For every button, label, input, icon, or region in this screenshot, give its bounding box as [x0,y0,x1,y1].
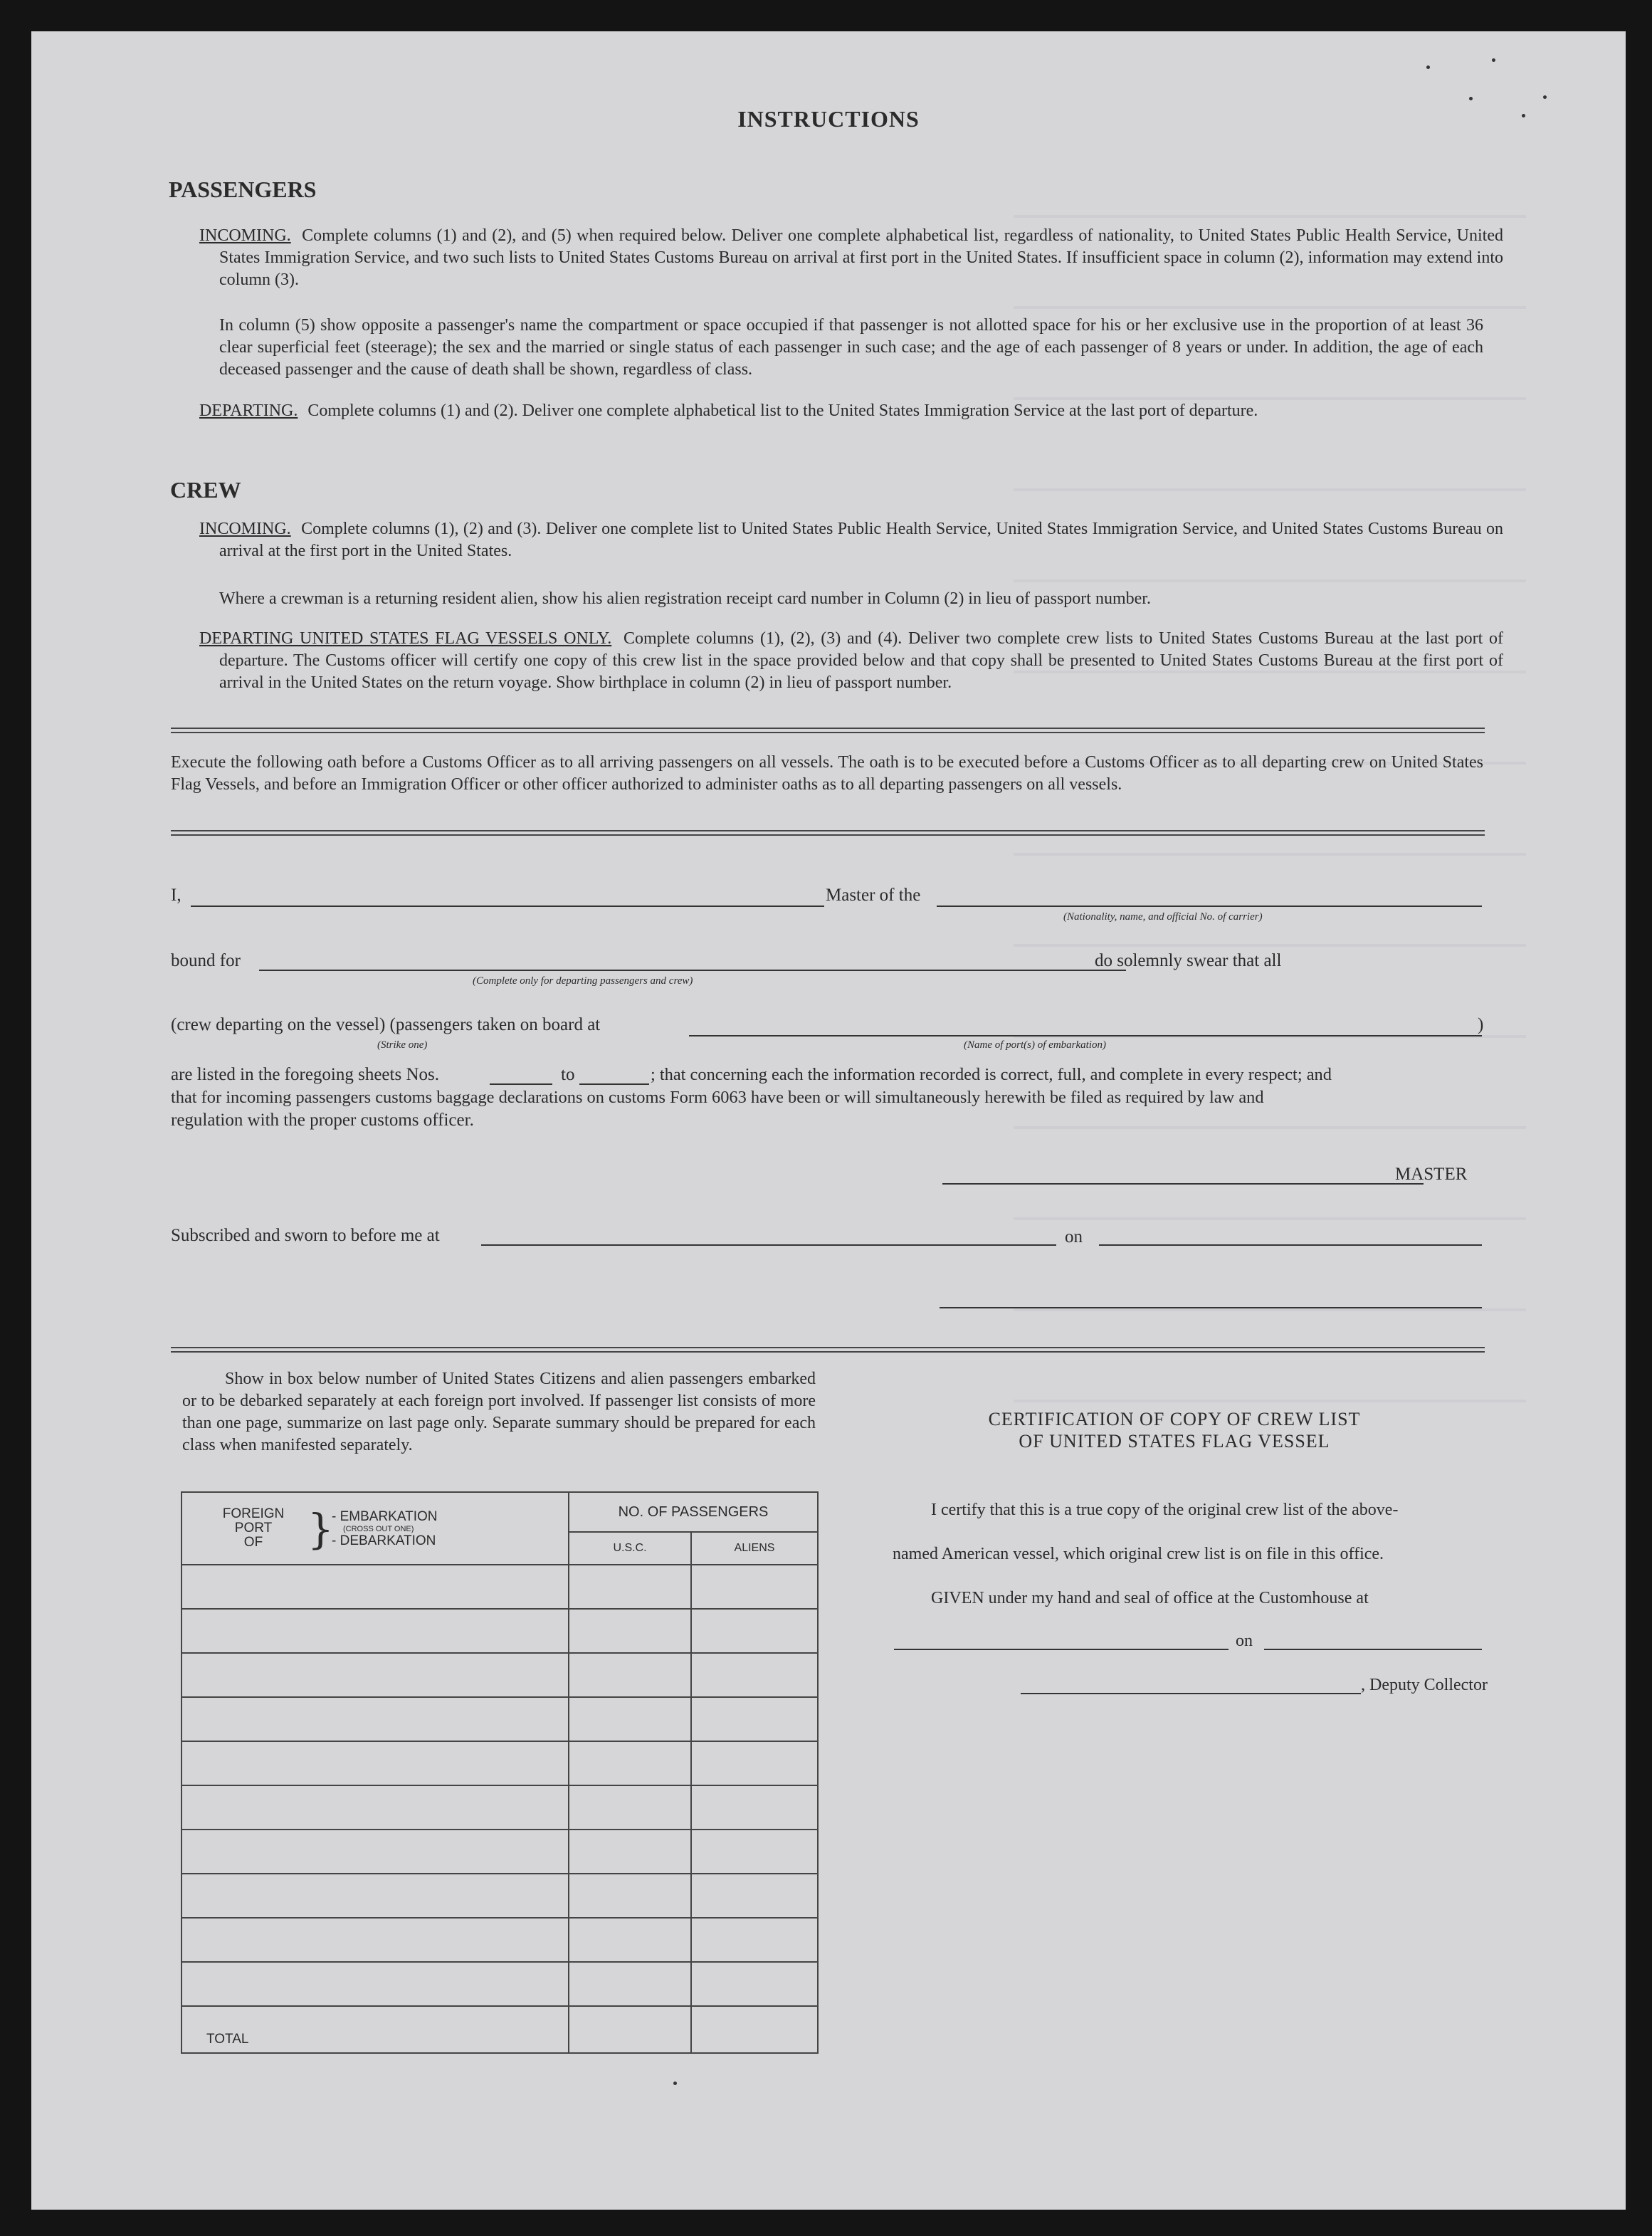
divider-rule [171,830,1485,836]
crew-heading: CREW [170,477,241,503]
port-cell[interactable] [181,1653,569,1697]
port-cell[interactable] [181,1874,569,1918]
aliens-cell[interactable] [691,1609,818,1653]
foreign-port-header [181,1492,569,1565]
oath-i-label: I, [171,886,181,905]
speck [1469,97,1473,100]
speck [1543,95,1547,99]
crew-resident [219,588,1483,610]
passengers-incoming-text: Complete columns (1) and (2), and (5) when required below. Deliver one complete alphabetical list, regardless of nationality, to United States Public Health Service, United States Immigration Service, and two such lists to United States Customs Bureau on arrival at first port in the United States. If insufficient space in column (2), information may extend into column (3). [219,226,1503,289]
nationality-caption: (Nationality, name, and official No. of carrier) [1063,911,1263,923]
passengers-incoming-lead: INCOMING. [199,226,291,245]
deputy-signature-field[interactable] [1021,1693,1361,1694]
sworn-place-field[interactable] [481,1244,1056,1246]
bound-for-field[interactable] [259,970,1126,971]
total-usc-cell[interactable] [569,2006,691,2053]
passenger-summary-table [181,1491,819,2054]
crew-departing-text: Complete columns (1), (2), (3) and (4). Deliver two complete crew lists to United States Customs Bureau at the last port of departure. The Customs officer will certify one copy of this crew list in the space provided below and that copy shall be presented to United States Customs Bureau at the first port of arrival in the United States on the return voyage. Show birthplace in column (2) in lieu of passport number. [219,629,1503,692]
close-paren: ) [1478,1015,1484,1034]
aliens-cell[interactable] [691,1962,818,2006]
divider-rule [171,728,1485,733]
port-cell[interactable] [181,1609,569,1653]
cert-date-field[interactable] [1264,1649,1482,1650]
passengers-departing-text: Complete columns (1) and (2). Deliver one complete alphabetical list to the United States Immigration Service at the last port of departure. [307,401,1258,420]
passengers-heading: PASSENGERS [169,177,317,202]
aliens-header: ALIENS [691,1532,818,1565]
usc-cell[interactable] [569,1874,691,1918]
foreign-port-word: PORT [234,1521,273,1536]
cert-on-label: on [1236,1632,1253,1650]
port-cell[interactable] [181,1741,569,1785]
master-signature-field[interactable] [942,1183,1424,1185]
sheet-from-field[interactable] [490,1083,552,1085]
aliens-cell[interactable] [691,1874,818,1918]
usc-cell[interactable] [569,1565,691,1609]
port-cell[interactable] [181,1830,569,1874]
certification-title-line-2: OF UNITED STATES FLAG VESSEL [1019,1431,1330,1452]
oath-vessel-field[interactable] [937,906,1482,907]
page-title: INSTRUCTIONS [737,106,920,132]
crew-departing [199,628,1503,694]
certify-line-2: named American vessel, which original crew list is on file in this office. [893,1545,1384,1563]
total-label-cell [181,2006,569,2053]
deputy-collector-label: , Deputy Collector [1361,1676,1488,1694]
subscribed-label: Subscribed and sworn to before me at [171,1226,440,1245]
aliens-cell[interactable] [691,1697,818,1741]
port-cell[interactable] [181,1697,569,1741]
divider-rule [171,1347,1485,1353]
crew-incoming-lead: INCOMING. [199,520,291,538]
crew-resident-text: Where a crewman is a returning resident alien, show his alien registration receipt card number in Column (2) in lieu of passport number. [219,589,1151,608]
given-label: GIVEN under my hand and seal of office at the Customhouse at [931,1589,1369,1607]
speck [673,2082,677,2085]
aliens-cell[interactable] [691,1741,818,1785]
customhouse-field[interactable] [894,1649,1229,1650]
aliens-cell[interactable] [691,1565,818,1609]
bound-for-label: bound for [171,951,241,970]
ports-field[interactable] [689,1035,1482,1036]
swear-label: do solemnly swear that all [1095,951,1282,970]
usc-cell[interactable] [569,1830,691,1874]
passengers-column5 [219,315,1483,381]
aliens-cell[interactable] [691,1830,818,1874]
total-aliens-cell[interactable] [691,2006,818,2053]
usc-cell[interactable] [569,1697,691,1741]
complete-caption: (Complete only for departing passengers and crew) [473,975,693,987]
listed-line-2: that for incoming passengers customs baggage declarations on customs Form 6063 have been or will simultaneously herewith be filed as required by law and [171,1088,1264,1107]
no-passengers-header: NO. OF PASSENGERS [569,1492,818,1532]
crew-departing-lead: DEPARTING UNITED STATES FLAG VESSELS ONLY. [199,629,612,648]
debarkation-label: - DEBARKATION [332,1533,436,1548]
crew-departing-label: (crew departing on the vessel) (passengers taken on board at [171,1015,601,1034]
usc-header: U.S.C. [569,1532,691,1565]
master-label: MASTER [1395,1165,1468,1184]
aliens-cell[interactable] [691,1918,818,1962]
port-cell[interactable] [181,1962,569,2006]
listed-label-b: ; that concerning each the information recorded is correct, full, and complete in every respect; and [651,1065,1332,1084]
listed-to-label: to [561,1065,575,1084]
passengers-incoming [199,225,1503,291]
officer-signature-field[interactable] [940,1307,1482,1308]
certify-line-1: I certify that this is a true copy of the original crew list of the above- [931,1501,1399,1519]
oath-master-of-label: Master of the [826,886,921,905]
brace-icon: } [307,1505,334,1553]
sworn-date-field[interactable] [1099,1244,1482,1246]
crew-incoming-text: Complete columns (1), (2) and (3). Deliver one complete list to United States Public Health Service, United States Immigration Service, and United States Customs Bureau on arrival at the first port in the United States. [219,520,1504,560]
speck [1492,58,1495,62]
embarkation-label: - EMBARKATION [332,1509,438,1524]
passengers-departing [199,400,1503,422]
oath-name-field[interactable] [191,906,824,907]
oath-instruction: Execute the following oath before a Customs Officer as to all arriving passengers on all vessels. The oath is to be executed before a Customs Officer as to all departing crew on United States Flag Vessels, and before an Immigration Officer or other officer authorized to administer oaths as to all departing passengers on all vessels. [171,753,1483,794]
aliens-cell[interactable] [691,1653,818,1697]
usc-cell[interactable] [569,1609,691,1653]
usc-cell[interactable] [569,1741,691,1785]
usc-cell[interactable] [569,1653,691,1697]
port-cell[interactable] [181,1918,569,1962]
port-cell[interactable] [181,1565,569,1609]
total-label: TOTAL [206,2032,249,2047]
usc-cell[interactable] [569,1918,691,1962]
summary-instruction: Show in box below number of United States Citizens and alien passengers embarked or to be debarked separately at each foreign port involved. If passenger list consists of more than one page, summarize on last page only. Separate summary should be prepared for each class when manifested separately. [182,1370,816,1454]
listed-line-3: regulation with the proper customs officer. [171,1111,474,1130]
sheet-to-field[interactable] [579,1083,649,1085]
speck [1522,114,1525,117]
usc-cell[interactable] [569,1785,691,1830]
listed-label-a: are listed in the foregoing sheets Nos. [171,1065,439,1084]
passengers-column5-text: In column (5) show opposite a passenger's name the compartment or space occupied if that passenger is not allotted space for his or her exclusive use in the proportion of at least 36 clear superficial feet (steerage); the sex and the married or single status of each passenger in such case; and the age of each passenger of 8 years or under. In addition, the age of each deceased passenger and the cause of death shall be shown, regardless of class. [219,316,1483,379]
ports-caption: (Name of port(s) of embarkation) [964,1039,1106,1051]
foreign-port-word: OF [243,1535,263,1550]
strike-caption: (Strike one) [377,1039,428,1051]
passengers-departing-lead: DEPARTING. [199,401,298,420]
aliens-cell[interactable] [691,1785,818,1830]
form-page [31,31,1626,2210]
certification-title-line-1: CERTIFICATION OF COPY OF CREW LIST [988,1409,1361,1429]
foreign-port-word: FOREIGN [222,1506,285,1521]
port-cell[interactable] [181,1785,569,1830]
cross-out-label: (CROSS OUT ONE) [343,1525,414,1533]
crew-incoming [199,518,1503,562]
usc-cell[interactable] [569,1962,691,2006]
speck [1426,65,1430,69]
sworn-on-label: on [1065,1227,1083,1246]
certification-title [868,1408,1480,1452]
